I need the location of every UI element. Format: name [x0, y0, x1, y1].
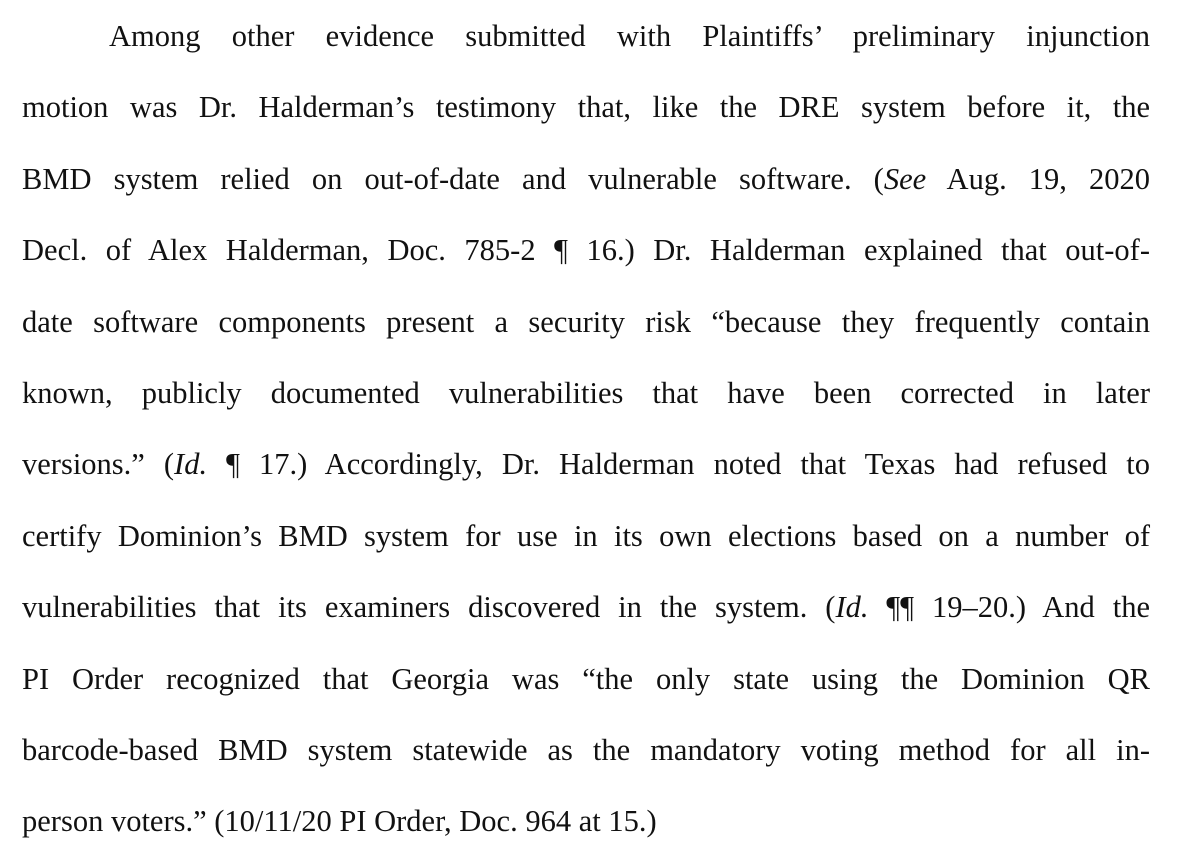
italic-citation-signal: Id.	[835, 590, 869, 625]
text-segment: Aug. 19, 2020	[926, 161, 1150, 196]
text-line	[22, 786, 1150, 857]
text-line	[22, 429, 1150, 500]
text-line	[22, 501, 1150, 572]
text-line	[22, 72, 1150, 143]
text-segment: versions.” (	[22, 447, 175, 482]
text-line	[22, 1, 1150, 72]
text-line	[22, 572, 1150, 643]
text-segment: ¶¶ 19–20.) And the	[868, 590, 1150, 625]
text-segment: ¶ 17.) Accordingly, Dr. Halderman noted that Texas had refused to	[207, 447, 1151, 482]
text-segment: barcode-based BMD system statewide as the mandatory voting method for all in-	[22, 732, 1150, 767]
text-segment: Among other evidence submitted with Plaintiffs’ preliminary injunction	[109, 19, 1150, 53]
italic-citation-signal: Id.	[174, 447, 208, 482]
text-line	[22, 215, 1150, 286]
text-line	[22, 287, 1150, 358]
text-line	[22, 715, 1150, 786]
text-line	[22, 644, 1150, 715]
text-line	[22, 358, 1150, 429]
text-segment: person voters.” (10/11/20 PI Order, Doc. 964 at 15.)	[22, 804, 657, 839]
text-segment: BMD system relied on out-of-date and vulnerable software. (	[22, 161, 884, 196]
text-segment: vulnerabilities that its examiners discovered in the system. (	[22, 590, 836, 625]
text-segment: Decl. of Alex Halderman, Doc. 785-2 ¶ 16.) Dr. Halderman explained that out-of-	[22, 233, 1150, 268]
text-line	[22, 144, 1150, 215]
text-segment: motion was Dr. Halderman’s testimony that, like the DRE system before it, the	[22, 90, 1150, 125]
text-segment: date software components present a security risk “because they frequently contain	[22, 304, 1150, 339]
body-paragraph	[22, 1, 1150, 858]
text-segment: certify Dominion’s BMD system for use in its own elections based on a number of	[22, 518, 1150, 553]
text-segment: known, publicly documented vulnerabilities that have been corrected in later	[22, 375, 1150, 410]
italic-citation-signal: See	[883, 161, 927, 196]
text-segment: PI Order recognized that Georgia was “the only state using the Dominion QR	[22, 661, 1150, 696]
